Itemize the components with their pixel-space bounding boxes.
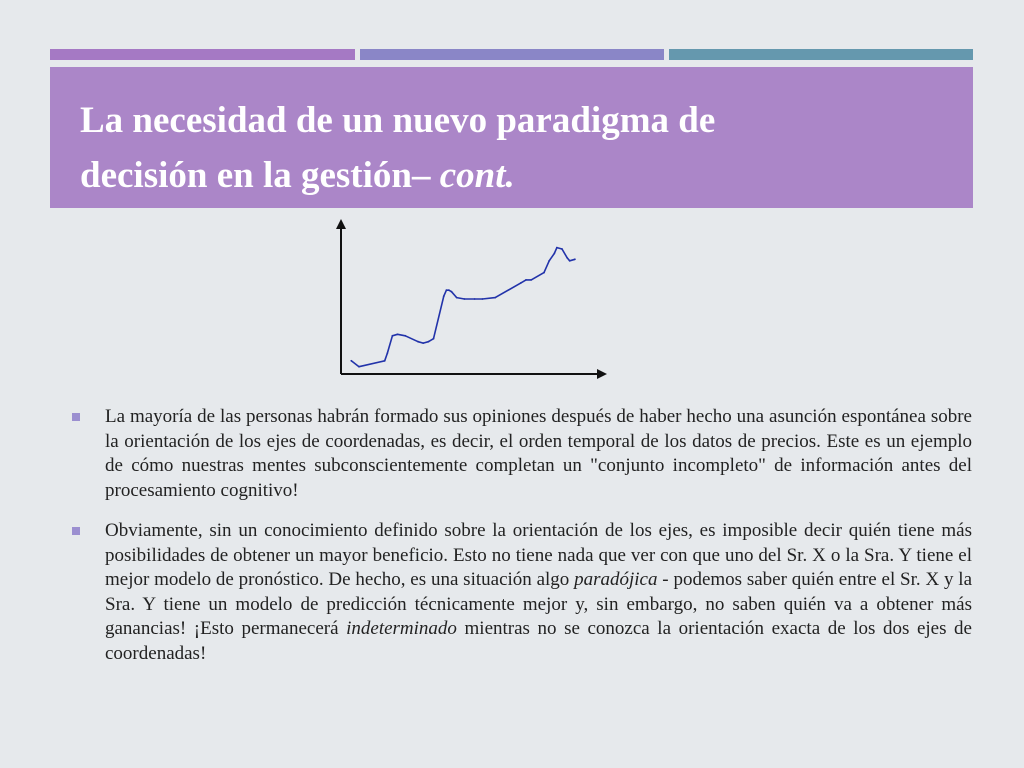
chart-point [417,341,419,343]
slide-title [80,93,943,203]
bullet-2-emphasis-indeterminado: indeterminado [346,618,457,639]
chart-point [520,282,522,284]
bullet-2-seg3: - podemos saber quién entre el Sr. X y la Sra. Y tiene un modelo de predicción técnicamente mejor y, sin embargo, no saben quién va a obtener más ganancias! ¡Esto permanecerá [105,569,973,639]
chart-point [422,342,424,344]
chart-point [494,297,496,299]
bullet-2-emphasis-paradojica: paradójica [574,569,658,590]
chart-point [358,366,360,368]
chart-point [386,353,388,355]
chart-point [350,360,352,362]
chart-point [443,295,445,297]
chart-series-line [351,248,575,367]
x-axis-arrow-icon [597,369,607,379]
chart-point [392,335,394,337]
title-band [50,67,973,208]
bullet-2-seg1: Obviamente, sin un conocimiento definido sobre la orientación de los ejes, es imposible decir quién tiene más posibilidades de obtener un mayor beneficio. Esto no tiene nada que ver con que uno del Sr. X o la Sra. Y tiene el mejor modelo de pronóstico. De hecho, es una situación algo [105,520,972,590]
chart-point [482,298,484,300]
square-bullet-icon [72,527,80,535]
chart-point [561,248,563,250]
bullet-2-seg5: mientras no se conozca la orientación exacta de los dos ejes de coordenadas! [105,618,972,664]
chart-point [404,335,406,337]
slide-title-line1: La necesidad de un nuevo paradigma de [80,100,716,141]
slide-title-line2: decisión en la gestión– [80,155,440,196]
accent-stripe-lavender [360,49,664,60]
chart-point [543,272,545,274]
chart-point [574,258,576,260]
chart-point [456,297,458,299]
chart-point [384,360,386,362]
square-bullet-icon [72,413,80,421]
chart-point [566,257,568,259]
chart-point [451,291,453,293]
chart-point [556,247,558,249]
chart-point [474,298,476,300]
chart-point [525,279,527,281]
chart-point [397,333,399,335]
chart-point [569,260,571,262]
chart-point [548,260,550,262]
chart-point [433,338,435,340]
accent-stripe-teal [669,49,973,60]
bullet-text-1: La mayoría de las personas habrán formado sus opiniones después de haber hecho una asunción espontánea sobre la orientación de los ejes de coordenadas, es decir, el orden temporal de los datos de precios. Este es un ejemplo de cómo nuestras mentes subconscientemente completan un "conjunto incompleto" de información antes del procesamiento cognitivo! [105,406,972,501]
bullet-list [72,405,972,682]
bullet-item-1 [72,405,972,503]
slide-title-italic: cont. [439,155,515,196]
y-axis-arrow-icon [336,219,346,229]
chart-point [446,289,448,291]
chart-point [530,279,532,281]
bullet-item-2 [72,519,972,666]
bullet-text-2 [105,520,972,664]
chart-point [553,253,555,255]
chart-point [464,298,466,300]
chart-points [350,247,575,368]
accent-stripe-purple [50,49,355,60]
chart-point [428,341,430,343]
chart-point [448,289,450,291]
price-chart [330,215,615,385]
